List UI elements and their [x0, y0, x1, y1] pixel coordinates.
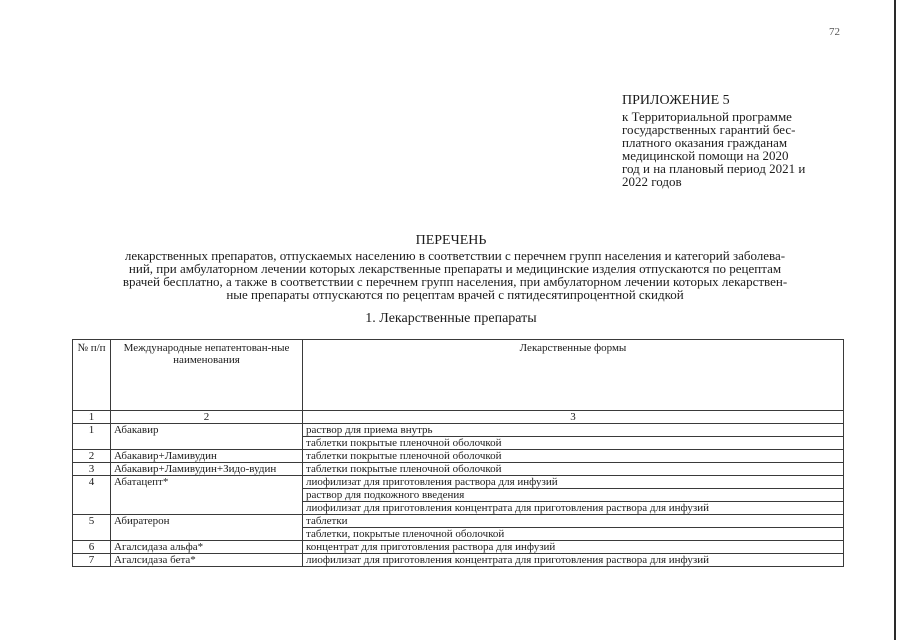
drug-name-cell: Агалсидаза бета* — [111, 554, 303, 567]
row-number-cell: 7 — [73, 554, 111, 567]
table-row — [73, 554, 844, 567]
table-body — [73, 411, 844, 567]
table-row — [73, 424, 844, 437]
dosage-form-cell: лиофилизат для приготовления концентрата для приготовления раствора для инфузий — [303, 554, 844, 567]
appendix-lines — [622, 110, 838, 188]
subtitle-line: врачей бесплатно, а также в соответствии с перечнем групп населения, при амбулаторном лечении которых лекарствен- — [122, 274, 788, 289]
index-cell: 2 — [111, 411, 303, 424]
drug-name-cell: Абакавир+Ламивудин — [111, 450, 303, 463]
appendix-line: платного оказания гражданам — [622, 135, 788, 150]
drug-name-cell: Абакавир — [111, 424, 303, 450]
dosage-form-cell: лиофилизат для приготовления раствора для инфузий — [303, 476, 844, 489]
table-row — [73, 476, 844, 489]
appendix-line: 2022 годов — [622, 174, 682, 189]
dosage-form-cell: таблетки покрытые пленочной оболочкой — [303, 463, 844, 476]
appendix-line: государственных гарантий бес- — [622, 122, 796, 137]
dosage-form-cell: таблетки покрытые пленочной оболочкой — [303, 437, 844, 450]
drug-name-cell: Абиратерон — [111, 515, 303, 541]
appendix-line: год и на плановый период 2021 и — [622, 161, 806, 176]
table-row — [73, 450, 844, 463]
row-number-cell: 1 — [73, 424, 111, 450]
row-number-cell: 5 — [73, 515, 111, 541]
header-name: Международные непатентован-ные наименования — [111, 340, 303, 411]
dosage-form-cell: таблетки покрытые пленочной оболочкой — [303, 450, 844, 463]
row-number-cell: 2 — [73, 450, 111, 463]
table-header-row — [73, 340, 844, 411]
table-row — [73, 463, 844, 476]
header-num: № п/п — [73, 340, 111, 411]
index-cell: 3 — [303, 411, 844, 424]
dosage-form-cell: раствор для подкожного введения — [303, 489, 844, 502]
row-number-cell: 4 — [73, 476, 111, 515]
drug-name-cell: Абатацепт* — [111, 476, 303, 515]
drug-name-cell: Абакавир+Ламивудин+Зидо-вудин — [111, 463, 303, 476]
dosage-form-cell: лиофилизат для приготовления концентрата для приготовления раствора для инфузий — [303, 502, 844, 515]
dosage-form-cell: раствор для приема внутрь — [303, 424, 844, 437]
subtitle-line: ные препараты отпускаются по рецептам врачей с пятидесятипроцентной скидкой — [226, 287, 684, 302]
dosage-form-cell: концентрат для приготовления раствора для инфузий — [303, 541, 844, 554]
table-row — [73, 515, 844, 528]
appendix-block — [622, 93, 838, 188]
appendix-title: ПРИЛОЖЕНИЕ 5 — [622, 93, 730, 108]
dosage-form-cell: таблетки — [303, 515, 844, 528]
page-number: 72 — [829, 26, 840, 38]
drug-name-cell: Агалсидаза альфа* — [111, 541, 303, 554]
row-number-cell: 3 — [73, 463, 111, 476]
header-forms: Лекарственные формы — [303, 340, 844, 411]
index-cell: 1 — [73, 411, 111, 424]
dosage-form-cell: таблетки, покрытые пленочной оболочкой — [303, 528, 844, 541]
subtitle-line: лекарственных препаратов, отпускаемых населению в соответствии с перечнем групп населения и категорий заболева- — [124, 248, 786, 263]
table-row — [73, 541, 844, 554]
section-title: 1. Лекарственные препараты — [365, 311, 537, 326]
row-number-cell: 6 — [73, 541, 111, 554]
drugs-table — [72, 339, 844, 567]
appendix-line: к Территориальной программе — [622, 109, 792, 124]
column-index-row — [73, 411, 844, 424]
document-subtitle — [60, 249, 850, 301]
subtitle-line: ний, при амбулаторном лечении которых лекарственные препараты и медицинские изделия отпускаются по рецептам — [128, 261, 782, 276]
document-title: ПЕРЕЧЕНЬ — [415, 233, 487, 248]
appendix-line: медицинской помощи на 2020 — [622, 148, 789, 163]
